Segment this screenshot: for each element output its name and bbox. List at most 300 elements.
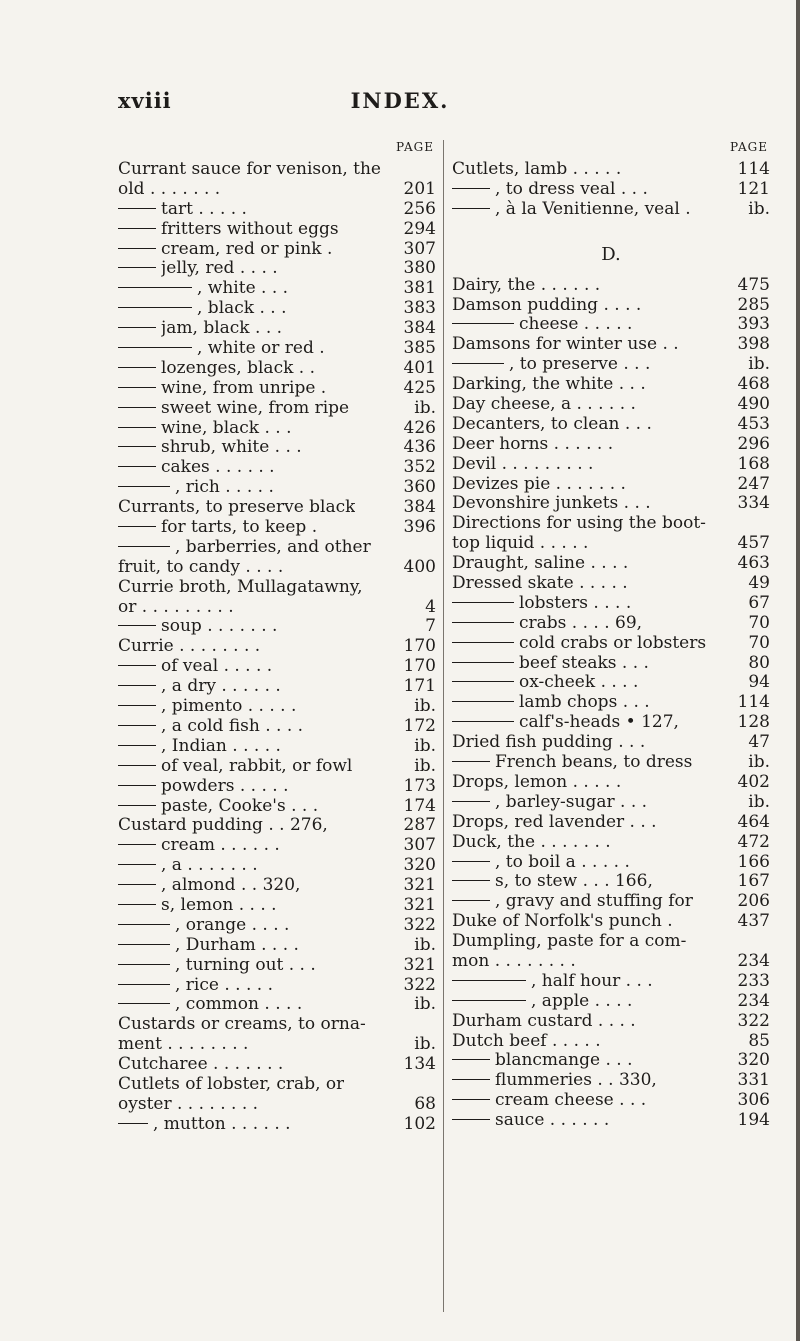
section-letter: D. [601, 243, 621, 265]
entry-text: cream, red or pink . [161, 239, 333, 259]
entry-text: fruit, to candy . . . . [118, 557, 284, 577]
entry-page: 320 [403, 856, 436, 876]
entry-page: 400 [403, 557, 436, 577]
index-entry [452, 1032, 770, 1052]
ditto-dash [118, 944, 170, 945]
entry-page: 94 [748, 673, 770, 693]
index-entry [118, 717, 436, 737]
entry-page: 307 [403, 239, 436, 259]
entry-page: 167 [737, 872, 770, 892]
entry-text: wine, from unripe . [161, 378, 327, 398]
entry-text: of veal . . . . . [161, 657, 273, 677]
ditto-dash [452, 323, 514, 324]
entry-page: ib. [414, 756, 436, 776]
entry-text: , barley-sugar . . . [495, 792, 648, 812]
index-entry [452, 912, 770, 932]
entry-page: 206 [737, 892, 770, 912]
left-page-label: PAGE [396, 140, 434, 154]
entry-text: Directions for using the boot- [452, 514, 706, 534]
entry-text: soup . . . . . . . [161, 617, 278, 637]
page-header [0, 88, 800, 118]
entry-page: 321 [403, 955, 436, 975]
ditto-dash [118, 248, 156, 249]
entry-text: , Durham . . . . [175, 935, 299, 955]
entry-page: 296 [737, 434, 770, 454]
entry-page: ib. [414, 935, 436, 955]
entry-text: Devil . . . . . . . . . [452, 454, 594, 474]
entry-page: 380 [403, 259, 436, 279]
index-entry [452, 594, 770, 614]
entry-page: 322 [403, 915, 436, 935]
entry-text: Damsons for winter use . . [452, 335, 679, 355]
index-entry [452, 952, 770, 972]
index-entry [452, 514, 770, 534]
entry-page: 172 [403, 716, 436, 736]
entry-page: 128 [737, 713, 770, 733]
entry-text: , to boil a . . . . . [495, 852, 630, 872]
index-entry [118, 478, 436, 498]
entry-text: Dairy, the . . . . . . [452, 275, 601, 295]
ditto-dash [118, 625, 156, 626]
index-entry [452, 276, 770, 296]
index-entry [452, 1051, 770, 1071]
page-edge [796, 0, 800, 1341]
entry-text: Cutcharee . . . . . . . [118, 1055, 284, 1075]
entry-text: ox-cheek . . . . [519, 673, 639, 693]
entry-page: 475 [737, 275, 770, 295]
entry-text: , gravy and stuffing for [495, 892, 693, 912]
index-entry [118, 1015, 436, 1035]
index-entry [452, 733, 770, 753]
ditto-dash [118, 446, 156, 447]
index-entry [118, 737, 436, 757]
entry-text: , à la Venitienne, veal . [495, 199, 691, 219]
right-page-label: PAGE [730, 140, 768, 154]
entry-text: , a cold fish . . . . [161, 716, 304, 736]
ditto-dash [118, 1003, 170, 1004]
left-entries [118, 160, 436, 1135]
entry-text: Currants, to preserve black [118, 498, 356, 518]
ditto-dash [452, 1099, 490, 1100]
entry-page: 134 [403, 1055, 436, 1075]
entry-text: , rich . . . . . [175, 478, 274, 498]
index-entry [452, 1071, 770, 1091]
index-entry [452, 992, 770, 1012]
index-entry [452, 693, 770, 713]
ditto-dash [452, 208, 490, 209]
ditto-dash [452, 880, 490, 881]
entry-page: 256 [403, 199, 436, 219]
index-entry [452, 475, 770, 495]
entry-page: 114 [737, 160, 770, 179]
index-entry [118, 379, 436, 399]
index-entry [118, 538, 436, 558]
entry-text: Duck, the . . . . . . . [452, 832, 611, 852]
entry-page: 322 [737, 1011, 770, 1031]
ditto-dash [452, 188, 490, 189]
entry-text: , apple . . . . [531, 991, 633, 1011]
entry-text: jam, black . . . [161, 319, 283, 339]
entry-page: 401 [403, 358, 436, 378]
entry-text: sauce . . . . . . [495, 1111, 610, 1131]
entry-text: Durham custard . . . . [452, 1011, 636, 1031]
index-entry [118, 458, 436, 478]
entry-text: Deer horns . . . . . . [452, 434, 614, 454]
entry-page: 320 [737, 1051, 770, 1071]
index-entry [452, 455, 770, 475]
entry-page: 426 [403, 418, 436, 438]
entry-page: 234 [737, 951, 770, 971]
entry-text: Cutlets of lobster, crab, or [118, 1074, 345, 1094]
entry-text: wine, black . . . [161, 418, 292, 438]
index-entry [118, 617, 436, 637]
entry-text: Day cheese, a . . . . . . [452, 395, 636, 415]
entry-page: 331 [737, 1071, 770, 1091]
ditto-dash [118, 228, 156, 229]
entry-text: Darking, the white . . . [452, 375, 646, 395]
ditto-dash [118, 904, 156, 905]
ditto-dash [118, 407, 156, 408]
index-entry [118, 777, 436, 797]
ditto-dash [118, 267, 156, 268]
ditto-dash [452, 602, 514, 603]
index-entry [452, 534, 770, 554]
index-entry [452, 375, 770, 395]
index-entry [118, 876, 436, 896]
entry-text: crabs . . . . 69, [519, 613, 643, 633]
index-entry [118, 1095, 436, 1115]
entry-text: Currie broth, Mullagatawny, [118, 577, 363, 597]
ditto-dash [452, 1079, 490, 1080]
index-entry [118, 1055, 436, 1075]
index-entry [118, 259, 436, 279]
entry-page: 121 [737, 179, 770, 199]
entry-page: 396 [403, 518, 436, 538]
entry-page: 472 [737, 832, 770, 852]
index-entry [118, 697, 436, 717]
entry-text: , a dry . . . . . . [161, 677, 281, 697]
index-entry [452, 296, 770, 316]
index-entry [452, 395, 770, 415]
entry-text: , mutton . . . . . . [153, 1114, 291, 1134]
entry-page: 463 [737, 554, 770, 574]
entry-page: 47 [748, 733, 770, 753]
index-entry [452, 853, 770, 873]
ditto-dash [452, 681, 514, 682]
entry-text: jelly, red . . . . [161, 259, 278, 279]
entry-text: French beans, to dress [495, 753, 693, 773]
ditto-dash [452, 363, 504, 364]
index-entry [452, 753, 770, 773]
index-entry [452, 574, 770, 594]
entry-page: 102 [403, 1114, 436, 1134]
entry-text: Duke of Norfolk's punch . [452, 912, 673, 932]
entry-text: , to dress veal . . . [495, 179, 648, 199]
entry-page: ib. [414, 995, 436, 1015]
index-entry [118, 558, 436, 578]
entry-text: Decanters, to clean . . . [452, 414, 652, 434]
index-entry [452, 494, 770, 514]
entry-text: for tarts, to keep . [161, 518, 318, 538]
entry-page: 381 [403, 279, 436, 299]
index-entry [452, 1012, 770, 1032]
entry-page: ib. [748, 792, 770, 812]
entry-page: 80 [748, 653, 770, 673]
index-entry [118, 578, 436, 598]
ditto-dash [118, 785, 156, 786]
index-entry [452, 673, 770, 693]
entry-text: powders . . . . . [161, 776, 289, 796]
page-number: xviii [118, 88, 172, 113]
index-entry [118, 677, 436, 697]
index-entry [452, 1111, 770, 1131]
entry-text: Drops, red lavender . . . [452, 812, 657, 832]
ditto-dash [452, 662, 514, 663]
index-entry [118, 916, 436, 936]
entry-text: Custards or creams, to orna- [118, 1015, 366, 1035]
ditto-dash [118, 307, 192, 308]
entry-text: oyster . . . . . . . . [118, 1094, 259, 1114]
entry-text: beef steaks . . . [519, 653, 649, 673]
index-entry [452, 872, 770, 892]
entry-page: 398 [737, 335, 770, 355]
entry-page: 114 [737, 693, 770, 713]
entry-page: 168 [737, 454, 770, 474]
entry-text: , white . . . [197, 279, 289, 299]
entry-text: shrub, white . . . [161, 438, 302, 458]
index-entry [118, 438, 436, 458]
index-entry [452, 435, 770, 455]
ditto-dash [452, 642, 514, 643]
index-entry [118, 399, 436, 419]
index-entry [118, 1035, 436, 1055]
index-entry [118, 995, 436, 1015]
entry-page: 171 [403, 677, 436, 697]
entry-page: 68 [414, 1094, 436, 1114]
entry-page: 49 [748, 574, 770, 594]
entry-text: Dutch beef . . . . . [452, 1031, 601, 1051]
entry-page: ib. [414, 697, 436, 717]
entry-text: ment . . . . . . . . [118, 1035, 249, 1055]
entry-page: 173 [403, 776, 436, 796]
index-entry [452, 1091, 770, 1111]
entry-page: 174 [403, 796, 436, 816]
entry-text: Damson pudding . . . . [452, 295, 642, 315]
entry-page: 70 [748, 633, 770, 653]
entry-page: 4 [425, 597, 436, 617]
entry-text: , Indian . . . . . [161, 736, 281, 756]
index-entry [118, 757, 436, 777]
entry-text: Devizes pie . . . . . . . [452, 474, 626, 494]
ditto-dash [452, 861, 490, 862]
index-entry [118, 896, 436, 916]
index-entry [452, 315, 770, 335]
index-entry [118, 976, 436, 996]
entry-page: 7 [425, 617, 436, 637]
ditto-dash [118, 387, 156, 388]
index-entry [118, 419, 436, 439]
ditto-dash [118, 864, 156, 865]
entry-text: top liquid . . . . . [452, 534, 589, 554]
entry-page: 322 [403, 975, 436, 995]
entry-text: Dried fish pudding . . . [452, 733, 646, 753]
ditto-dash [118, 745, 156, 746]
entry-text: lamb chops . . . [519, 693, 650, 713]
entry-page: 385 [403, 339, 436, 359]
entry-text: Draught, saline . . . . [452, 554, 629, 574]
index-entry [118, 1075, 436, 1095]
index-entry [452, 634, 770, 654]
index-entry [452, 200, 770, 220]
entry-page: 285 [737, 295, 770, 315]
ditto-dash [452, 801, 490, 802]
entry-text: cream . . . . . . [161, 836, 280, 856]
entry-page: 360 [403, 478, 436, 498]
index-entry [452, 713, 770, 733]
entry-page: 402 [737, 772, 770, 792]
entry-page: 334 [737, 494, 770, 514]
entry-page: 453 [737, 414, 770, 434]
ditto-dash [118, 705, 156, 706]
ditto-dash [118, 964, 170, 965]
entry-page: 234 [737, 991, 770, 1011]
right-entries-c [452, 160, 770, 220]
index-entry [118, 836, 436, 856]
entry-page: 85 [748, 1031, 770, 1051]
ditto-dash [118, 884, 156, 885]
entry-page: 464 [737, 812, 770, 832]
index-entry [452, 892, 770, 912]
index-entry [452, 160, 770, 180]
entry-page: 307 [403, 836, 436, 856]
entry-page: 67 [748, 593, 770, 613]
entry-text: , rice . . . . . [175, 975, 273, 995]
ditto-dash [452, 622, 514, 623]
entry-page: 437 [737, 912, 770, 932]
entry-page: 294 [403, 219, 436, 239]
ditto-dash [118, 466, 156, 467]
index-entry [118, 180, 436, 200]
left-column [118, 140, 436, 1135]
entry-page: 194 [737, 1111, 770, 1131]
entry-text: fritters without eggs [161, 219, 339, 239]
index-entry [452, 654, 770, 674]
ditto-dash [118, 984, 170, 985]
entry-text: Cutlets, lamb . . . . . [452, 160, 622, 179]
entry-page: 170 [403, 637, 436, 657]
index-entry [118, 598, 436, 618]
ditto-dash [118, 486, 170, 487]
ditto-dash [118, 685, 156, 686]
entry-text: , turning out . . . [175, 955, 316, 975]
index-entry [118, 319, 436, 339]
index-entry [452, 813, 770, 833]
index-entry [452, 932, 770, 952]
index-entry [118, 498, 436, 518]
entry-text: s, lemon . . . . [161, 895, 277, 915]
index-entry [452, 793, 770, 813]
entry-page: 383 [403, 299, 436, 319]
entry-text: blancmange . . . [495, 1051, 633, 1071]
entry-page: 201 [403, 179, 436, 199]
entry-page: ib. [748, 355, 770, 375]
index-entry [118, 816, 436, 836]
index-entry [452, 833, 770, 853]
index-entry [118, 956, 436, 976]
index-entry [452, 415, 770, 435]
index-entry [118, 856, 436, 876]
entry-page: ib. [414, 736, 436, 756]
ditto-dash [118, 805, 156, 806]
entry-page: 425 [403, 378, 436, 398]
entry-text: tart . . . . . [161, 199, 247, 219]
entry-text: lozenges, black . . [161, 358, 316, 378]
entry-text: Devonshire junkets . . . [452, 494, 651, 514]
page-title: INDEX. [350, 88, 450, 113]
entry-text: Custard pudding . . 276, [118, 816, 328, 836]
entry-page: 321 [403, 876, 436, 896]
entry-text: , half hour . . . [531, 971, 653, 991]
ditto-dash [118, 844, 156, 845]
entry-page: 490 [737, 395, 770, 415]
ditto-dash [452, 1119, 490, 1120]
entry-text: sweet wine, from ripe [161, 398, 350, 418]
ditto-dash [452, 761, 490, 762]
index-entry [452, 972, 770, 992]
index-entry [118, 339, 436, 359]
ditto-dash [452, 900, 490, 901]
ditto-dash [452, 701, 514, 702]
entry-text: Drops, lemon . . . . . [452, 772, 622, 792]
ditto-dash [118, 546, 170, 547]
entry-text: Currant sauce for venison, the [118, 160, 381, 179]
entry-text: Dressed skate . . . . . [452, 574, 628, 594]
entry-text: Currie . . . . . . . . [118, 637, 261, 657]
entry-text: cheese . . . . . [519, 315, 633, 335]
entry-text: , almond . . 320, [161, 876, 301, 896]
entry-text: lobsters . . . . [519, 593, 632, 613]
entry-page: 70 [748, 613, 770, 633]
index-entry [118, 359, 436, 379]
entry-text: s, to stew . . . 166, [495, 872, 653, 892]
entry-text: of veal, rabbit, or fowl [161, 756, 353, 776]
ditto-dash [118, 208, 156, 209]
entry-text: or . . . . . . . . . [118, 597, 234, 617]
right-entries-d [452, 276, 770, 1131]
index-entry [118, 657, 436, 677]
entry-page: 306 [737, 1091, 770, 1111]
index-entry [118, 160, 436, 180]
index-entry [452, 773, 770, 793]
entry-page: 352 [403, 458, 436, 478]
entry-text: mon . . . . . . . . [452, 951, 576, 971]
entry-text: cream cheese . . . [495, 1091, 647, 1111]
ditto-dash [118, 665, 156, 666]
entry-text: flummeries . . 330, [495, 1071, 657, 1091]
index-entry [118, 279, 436, 299]
ditto-dash [118, 327, 156, 328]
index-entry [118, 1115, 436, 1135]
entry-text: , pimento . . . . . [161, 697, 297, 717]
ditto-dash [118, 725, 156, 726]
ditto-dash [118, 347, 192, 348]
entry-page: ib. [748, 199, 770, 219]
entry-page: 247 [737, 474, 770, 494]
ditto-dash [118, 287, 192, 288]
entry-text: cold crabs or lobsters [519, 633, 707, 653]
entry-text: old . . . . . . . [118, 179, 221, 199]
entry-page: 457 [737, 534, 770, 554]
